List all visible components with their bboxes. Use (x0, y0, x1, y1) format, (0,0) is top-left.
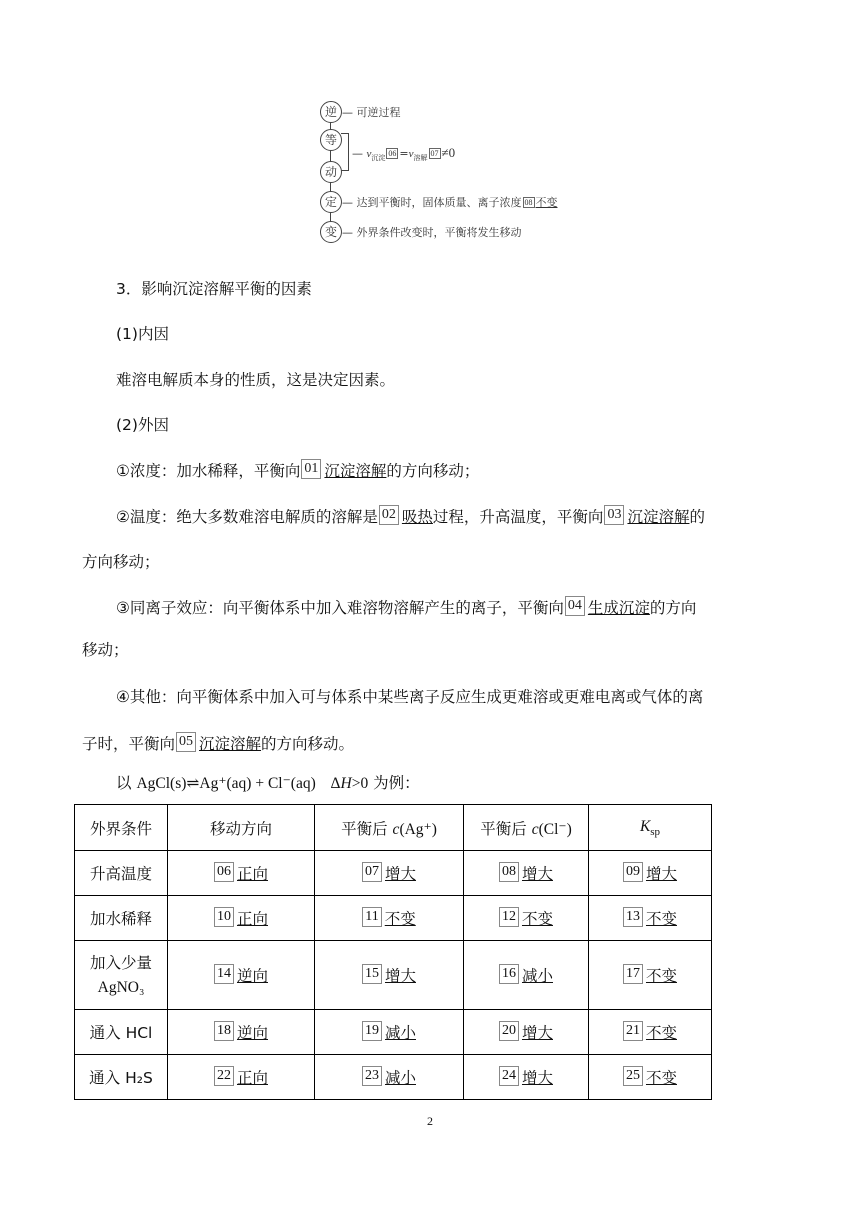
row-c-ag: 23 减小 (315, 1055, 464, 1100)
node-reversible: 逆 (320, 101, 342, 123)
item-common-ion-line2: 移动； (82, 641, 129, 659)
row-direction: 06 正向 (168, 851, 315, 896)
row-condition: 通入 H₂S (75, 1055, 168, 1100)
row-condition: 升高温度 (75, 851, 168, 896)
answer-01: 沉淀溶解 (324, 462, 387, 480)
row-c-cl: 16 减小 (464, 941, 589, 1010)
external-cause-title: (2)外因 (116, 416, 169, 434)
blank-03: 03 (604, 505, 624, 525)
example-line: 以 AgCl(s)⇌Ag⁺(aq) + Cl⁻(aq) ΔH>0 为例： (116, 774, 420, 792)
page-number: 2 (427, 1114, 433, 1128)
blank-01: 01 (301, 459, 321, 479)
row-c-ag: 07 增大 (315, 851, 464, 896)
table-header-row (75, 805, 712, 851)
answer-05: 沉淀溶解 (199, 735, 262, 753)
diagram-brace (341, 133, 349, 171)
row-ksp: 25 不变 (589, 1055, 712, 1100)
table-row (75, 1055, 712, 1100)
header-condition: 外界条件 (75, 805, 168, 851)
node-dynamic: 动 (320, 161, 342, 183)
row-ksp: 13 不变 (589, 896, 712, 941)
row-c-cl: 20 增大 (464, 1010, 589, 1055)
row-c-cl: 12 不变 (464, 896, 589, 941)
item-common-ion: ③同离子效应：向平衡体系中加入难溶物溶解产生的离子，平衡向 04 生成沉淀的方向 (116, 598, 697, 617)
internal-cause-title: (1)内因 (116, 325, 169, 343)
header-c-ag: 平衡后 c(Ag⁺) (315, 805, 464, 851)
answer-04: 生成沉淀 (587, 599, 650, 617)
node-equal: 等 (320, 129, 342, 151)
table-row (75, 941, 712, 1010)
item-temperature-line2: 方向移动； (82, 553, 160, 571)
internal-cause-text: 难溶电解质本身的性质，这是决定因素。 (116, 371, 396, 389)
row-c-cl: 08 增大 (464, 851, 589, 896)
row-condition: 加入少量 AgNO₃ (75, 941, 168, 1010)
blank-02: 02 (379, 505, 399, 525)
item-concentration: ①浓度：加水稀释，平衡向 01 沉淀溶解的方向移动； (116, 461, 480, 480)
row-c-ag: 15 增大 (315, 941, 464, 1010)
answer-02: 吸热 (401, 508, 433, 526)
table-row (75, 1010, 712, 1055)
answer-03: 沉淀溶解 (627, 508, 690, 526)
diagram-line-rates: — $v_{沉淀}06 =v_{溶解}07 \ne 0$ (352, 145, 456, 163)
section-heading: 3．影响沉淀溶解平衡的因素 (116, 280, 312, 298)
row-c-ag: 11 不变 (315, 896, 464, 941)
item-temperature: ②温度：绝大多数难溶电解质的溶解是 02 吸热过程，升高温度，平衡向 03 沉淀溶解的 (116, 507, 705, 526)
table-row (75, 851, 712, 896)
table-row (75, 896, 712, 941)
equilibrium-shift-table (74, 804, 712, 1100)
item-other-line2: 子时，平衡向 05 沉淀溶解的方向移动。 (82, 734, 355, 753)
row-c-cl: 24 增大 (464, 1055, 589, 1100)
row-ksp: 21 不变 (589, 1010, 712, 1055)
row-c-ag: 19 减小 (315, 1010, 464, 1055)
equilibrium-features-diagram (318, 97, 578, 247)
blank-05: 05 (176, 732, 196, 752)
node-change: 变 (320, 221, 342, 243)
item-other: ④其他：向平衡体系中加入可与体系中某些离子反应生成更难溶或更难电离或气体的离 (116, 688, 704, 706)
blank-04: 04 (565, 596, 585, 616)
row-direction: 22 正向 (168, 1055, 315, 1100)
row-condition: 通入 HCl (75, 1010, 168, 1055)
row-direction: 14 逆向 (168, 941, 315, 1010)
header-direction: 移动方向 (168, 805, 315, 851)
diagram-line-reversible: — 可逆过程 (342, 106, 401, 119)
header-c-cl: 平衡后 c(Cl⁻) (464, 805, 589, 851)
row-ksp: 17 不变 (589, 941, 712, 1010)
row-condition: 加水稀释 (75, 896, 168, 941)
node-fixed: 定 (320, 191, 342, 213)
row-direction: 10 正向 (168, 896, 315, 941)
diagram-line-change: — 外界条件改变时，平衡将发生移动 (342, 226, 522, 239)
row-direction: 18 逆向 (168, 1010, 315, 1055)
header-ksp: $K_{sp}$ (589, 805, 712, 851)
row-ksp: 09 增大 (589, 851, 712, 896)
diagram-line-fixed: — 达到平衡时，固体质量、离子浓度 08 不变 (342, 196, 558, 209)
